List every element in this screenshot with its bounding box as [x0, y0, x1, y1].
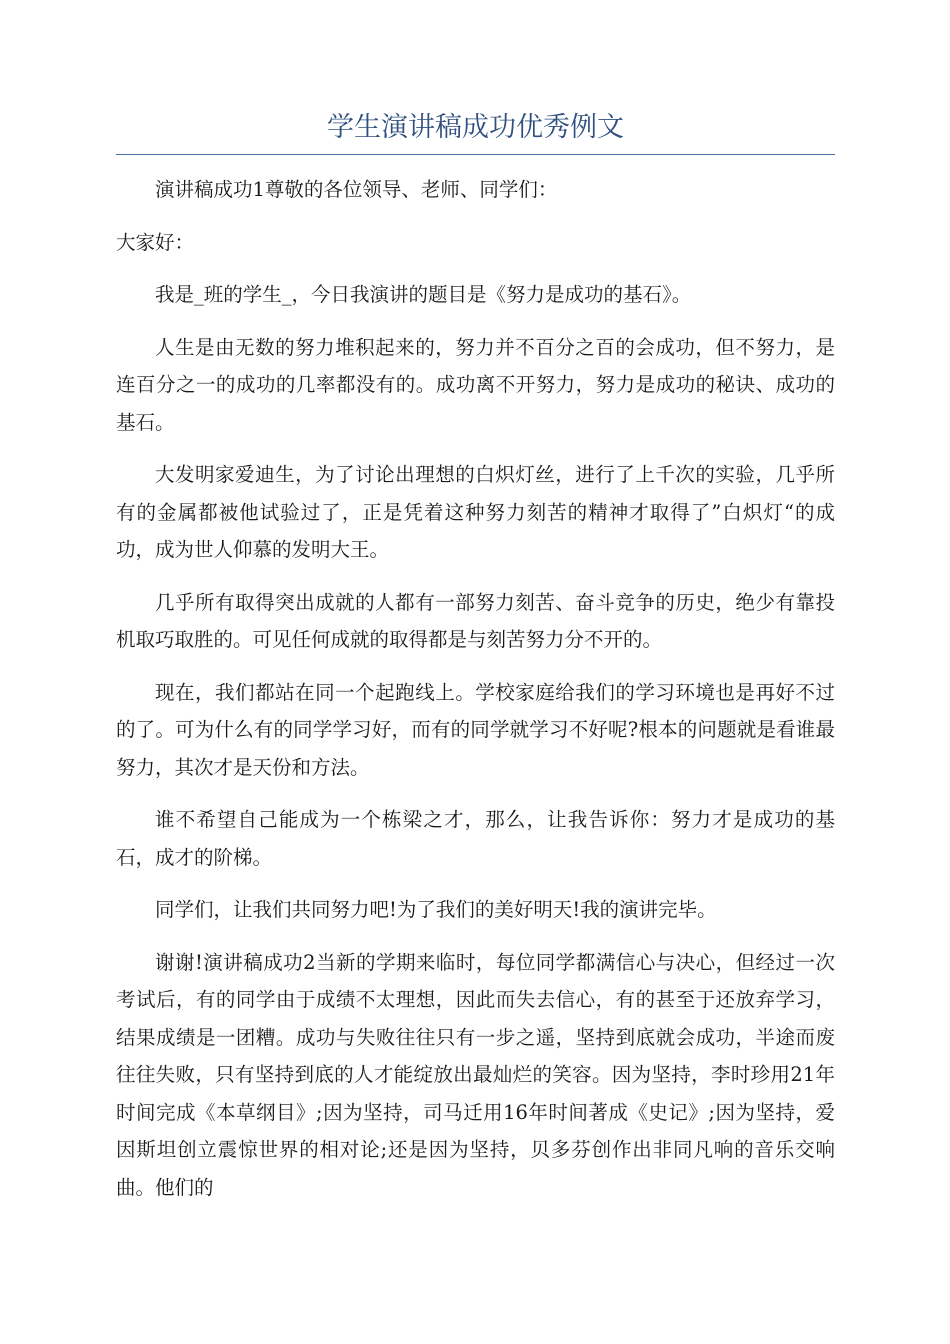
paragraph-8: 谁不希望自己能成为一个栋梁之才，那么，让我告诉你：努力才是成功的基石，成才的阶梯。: [116, 808, 835, 869]
document-body: [116, 171, 835, 1206]
paragraph-2: 大家好：: [116, 230, 195, 254]
paragraph-4: 人生是由无数的努力堆积起来的，努力并不百分之百的会成功，但不努力，是连百分之一的成功的几率都没有的。成功离不开努力，努力是成功的秘诀、成功的基石。: [116, 335, 835, 434]
paragraph-10: 谢谢!演讲稿成功2当新的学期来临时，每位同学都满信心与决心，但经过一次考试后，有的同学由于成绩不太理想，因此而失去信心，有的甚至于还放弃学习，结果成绩是一团糟。成功与失败往往只有一步之遥，坚持到底就会成功，半途而废往往失败，只有坚持到底的人才能绽放出最灿烂的笑容。因为坚持，李时珍用21年时间完成《本草纲目》;因为坚持，司马迁用16年时间著成《史记》;因为坚持，爱因斯坦创立震惊世界的相对论;还是因为坚持，贝多芬创作出非同凡响的音乐交响曲。他们的: [116, 950, 836, 1199]
paragraph-1: 演讲稿成功1尊敬的各位领导、老师、同学们：: [155, 178, 558, 201]
document-page: [116, 108, 835, 1221]
paragraph-9: 同学们，让我们共同努力吧!为了我们的美好明天!我的演讲完毕。: [155, 898, 717, 921]
paragraph-5: 大发明家爱迪生，为了讨论出理想的白炽灯丝，进行了上千次的实验，几乎所有的金属都被他试验过了，正是凭着这种努力刻苦的精神才取得了”白炽灯“的成功，成为世人仰慕的发明大王。: [116, 463, 835, 561]
paragraph-3: 我是_班的学生_，今日我演讲的题目是《努力是成功的基石》。: [155, 283, 692, 306]
paragraph-7: 现在，我们都站在同一个起跑线上。学校家庭给我们的学习环境也是再好不过的了。可为什么有的同学学习好，而有的同学就学习不好呢?根本的问题就是看谁最努力，其次才是天份和方法。: [116, 680, 835, 779]
document-title: 学生演讲稿成功优秀例文: [116, 108, 835, 155]
paragraph-6: 几乎所有取得突出成就的人都有一部努力刻苦、奋斗竞争的历史，绝少有靠投机取巧取胜的。可见任何成就的取得都是与刻苦努力分不开的。: [116, 590, 835, 651]
